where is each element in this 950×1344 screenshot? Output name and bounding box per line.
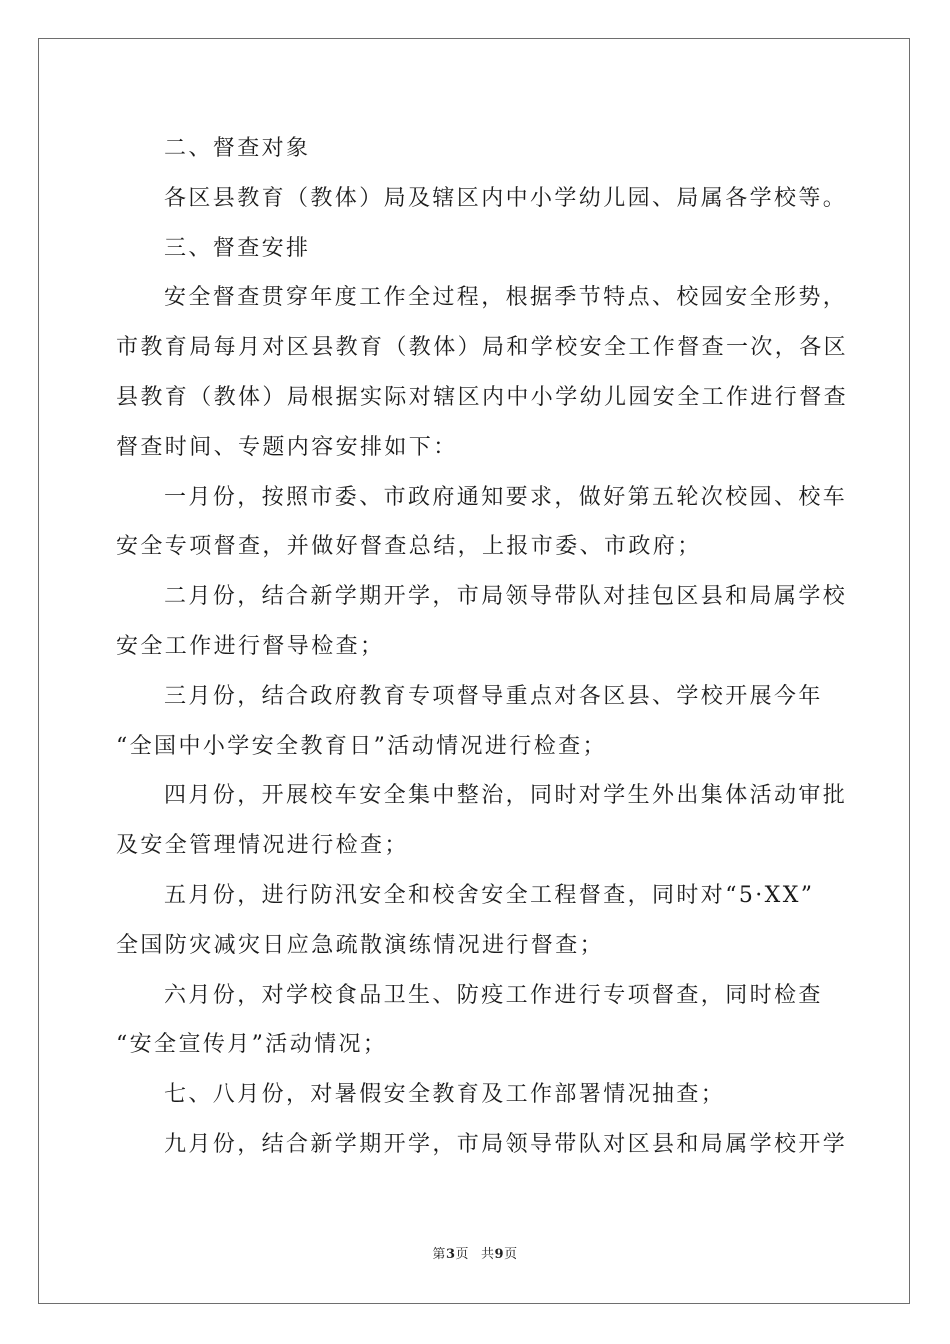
paragraph-line: 安全督查贯穿年度工作全过程，根据季节特点、校园安全形势， — [164, 285, 848, 311]
footer-page-prefix: 第 — [432, 1247, 446, 1262]
paragraph-line: 六月份，对学校食品卫生、防疫工作进行专项督查，同时检查 — [164, 982, 823, 1008]
paragraph-line: “全国中小学安全教育日”活动情况进行检查； — [116, 733, 607, 759]
paragraph-line: 市教育局每月对区县教育（教体）局和学校安全工作督查一次，各区 — [116, 335, 849, 361]
paragraph-line: 二月份，结合新学期开学，市局领导带队对挂包区县和局属学校 — [164, 584, 848, 610]
footer-page-suffix: 页 — [455, 1247, 469, 1262]
paragraph-line: 一月份，按照市委、市政府通知要求，做好第五轮次校园、校车 — [164, 484, 848, 510]
paragraph-line: “安全宣传月”活动情况； — [116, 1032, 388, 1058]
footer-total-prefix: 共 — [481, 1247, 495, 1262]
paragraph-line: 各区县教育（教体）局及辖区内中小学幼儿园、局属各学校等。 — [164, 185, 848, 211]
footer-page-number: 3 — [445, 1247, 456, 1262]
paragraph-line: 县教育（教体）局根据实际对辖区内中小学幼儿园安全工作进行督查 — [116, 384, 849, 410]
footer-total-pages: 9 — [494, 1247, 505, 1262]
section-heading: 三、督查安排 — [164, 235, 311, 261]
page-footer — [0, 1243, 950, 1262]
paragraph-line: 安全工作进行督导检查； — [116, 633, 385, 659]
paragraph-line: 四月份，开展校车安全集中整治，同时对学生外出集体活动审批 — [164, 783, 848, 809]
section-heading: 二、督查对象 — [164, 136, 311, 161]
paragraph-line: 及安全管理情况进行检查； — [116, 833, 409, 859]
paragraph-line: 九月份，结合新学期开学，市局领导带队对区县和局属学校开学 — [164, 1131, 848, 1157]
paragraph-line: 七、八月份，对暑假安全教育及工作部署情况抽查； — [164, 1082, 726, 1108]
paragraph-line: 督查时间、专题内容安排如下： — [116, 434, 458, 460]
paragraph-line: 全国防灾减灾日应急疏散演练情况进行督查； — [116, 932, 605, 958]
paragraph-line: 安全专项督查，并做好督查总结，上报市委、市政府； — [116, 534, 702, 560]
paragraph-line: 三月份，结合政府教育专项督导重点对各区县、学校开展今年 — [164, 683, 823, 709]
footer-total-suffix: 页 — [504, 1247, 518, 1262]
document-body — [116, 124, 849, 1170]
paragraph-line: 五月份，进行防汛安全和校舍安全工程督查，同时对“5·XX” — [164, 882, 815, 908]
